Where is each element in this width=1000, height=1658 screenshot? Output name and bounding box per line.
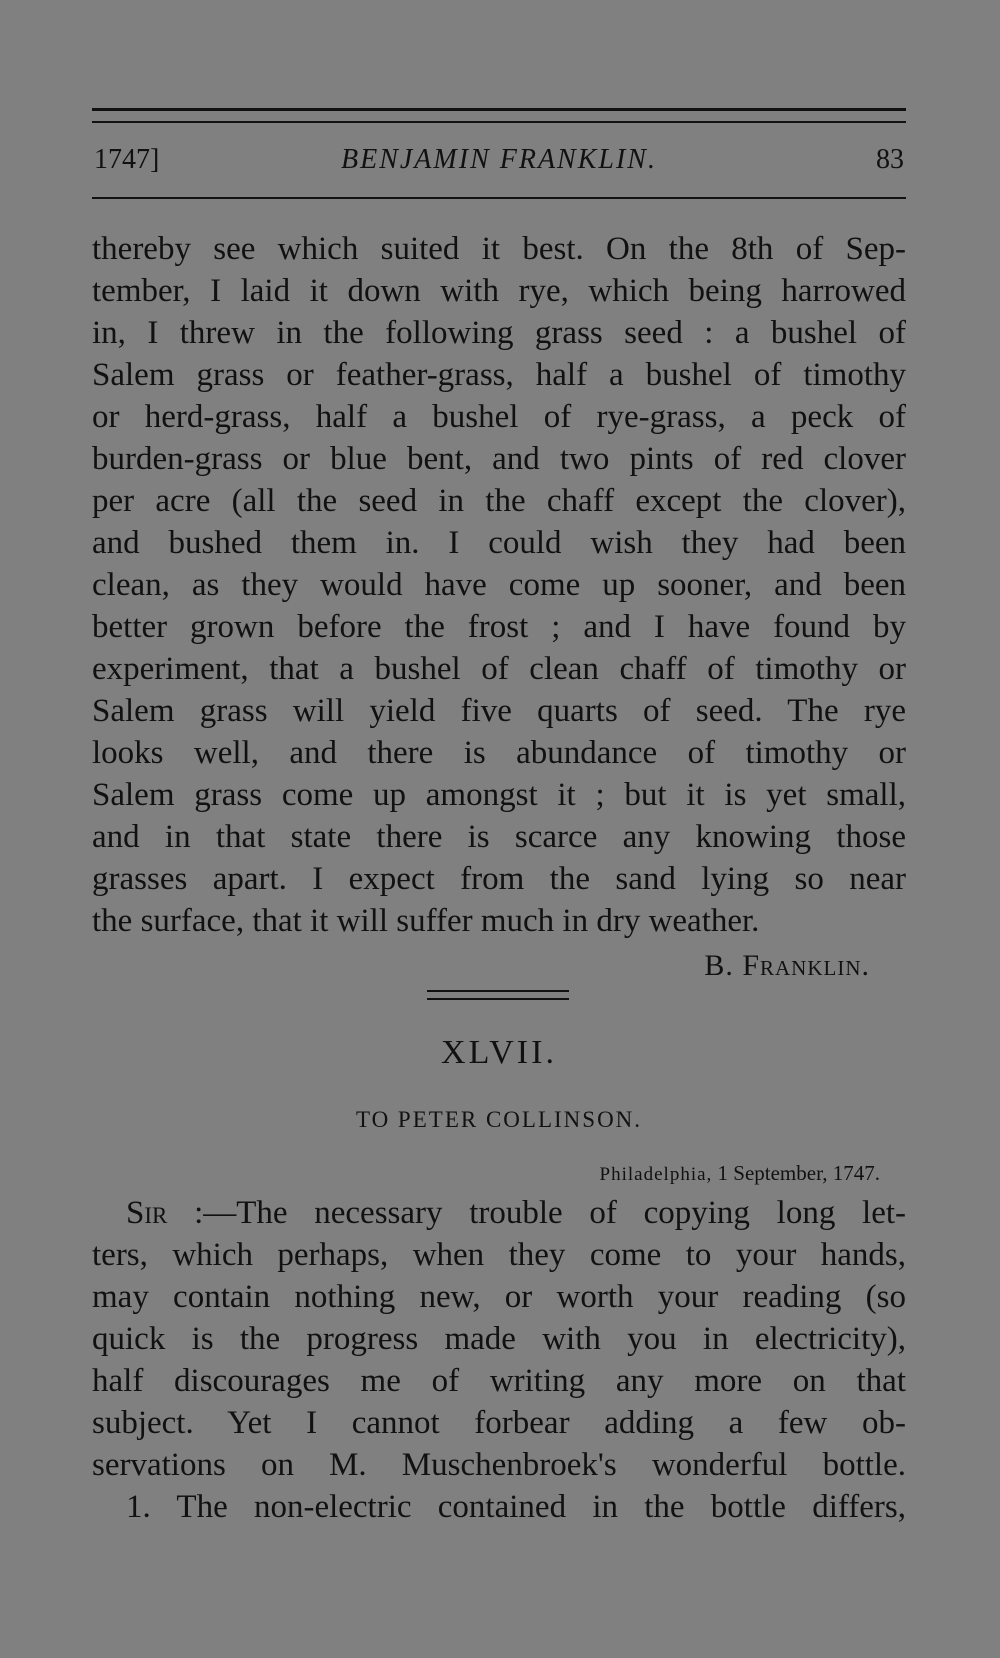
- text-line: tember, I laid it down with rye, which being harrowed: [92, 273, 906, 309]
- text-line: clean, as they would have come up sooner, and been: [92, 567, 906, 603]
- text-line: per acre (all the seed in the chaff except the clover),: [92, 483, 906, 519]
- text-line: 1. The non-electric contained in the bottle differs,: [126, 1489, 906, 1525]
- text-line: Salem grass will yield five quarts of seed. The rye: [92, 693, 906, 729]
- text-line-first: [92, 1192, 906, 1234]
- letter-body: [92, 1192, 906, 1528]
- header-rule-top: [92, 108, 906, 111]
- running-head-title: BENJAMIN FRANKLIN.: [341, 144, 657, 175]
- dateline-date: 1 September, 1747.: [717, 1161, 880, 1185]
- text-line: grasses apart. I expect from the sand lying so near: [92, 861, 906, 897]
- text-line: thereby see which suited it best. On the 8th of Sep-: [92, 231, 906, 267]
- header-rule-bottom: [92, 197, 906, 199]
- book-page: [92, 0, 906, 1658]
- first-line-text: :—The necessary trouble of copying long let-: [167, 1195, 906, 1231]
- text-line: and in that state there is scarce any knowing those: [92, 819, 906, 855]
- text-line: better grown before the frost ; and I have found by: [92, 609, 906, 645]
- text-line: Salem grass come up amongst it ; but it is yet small,: [92, 777, 906, 813]
- letter-body-continued: [92, 228, 906, 942]
- text-line: Salem grass or feather-grass, half a bushel of timothy: [92, 357, 906, 393]
- text-line: may contain nothing new, or worth your reading (so: [92, 1279, 906, 1315]
- text-line: ters, which perhaps, when they come to your hands,: [92, 1237, 906, 1273]
- text-line: quick is the progress made with you in electricity),: [92, 1321, 906, 1357]
- text-line: in, I threw in the following grass seed : a bushel of: [92, 315, 906, 351]
- dateline-place: Philadelphia,: [599, 1164, 713, 1185]
- text-line: or herd-grass, half a bushel of rye-grass, a peck of: [92, 399, 906, 435]
- text-line: the surface, that it will suffer much in dry weather.: [92, 903, 760, 939]
- section-divider-top: [427, 990, 569, 992]
- text-line: servations on M. Muschenbroek's wonderful bottle.: [92, 1447, 906, 1483]
- letter-dateline: [600, 1158, 880, 1190]
- text-line: and bushed them in. I could wish they had been: [92, 525, 906, 561]
- text-line: subject. Yet I cannot forbear adding a few ob-: [92, 1405, 906, 1441]
- text-line: half discourages me of writing any more on that: [92, 1363, 906, 1399]
- letter-number: XLVII.: [441, 1034, 557, 1071]
- salutation: Sir: [126, 1195, 168, 1231]
- letter-addressee: TO PETER COLLINSON.: [355, 1107, 643, 1132]
- text-line: burden-grass or blue bent, and two pints of red clover: [92, 441, 906, 477]
- text-line: looks well, and there is abundance of timothy or: [92, 735, 906, 771]
- running-head-year: 1747]: [94, 144, 160, 175]
- section-divider-bottom: [427, 998, 569, 1000]
- signature: B. Franklin.: [704, 949, 870, 982]
- text-line: experiment, that a bushel of clean chaff of timothy or: [92, 651, 906, 687]
- running-head: [92, 140, 906, 180]
- header-rule-second: [92, 121, 906, 123]
- page-number: 83: [876, 144, 904, 175]
